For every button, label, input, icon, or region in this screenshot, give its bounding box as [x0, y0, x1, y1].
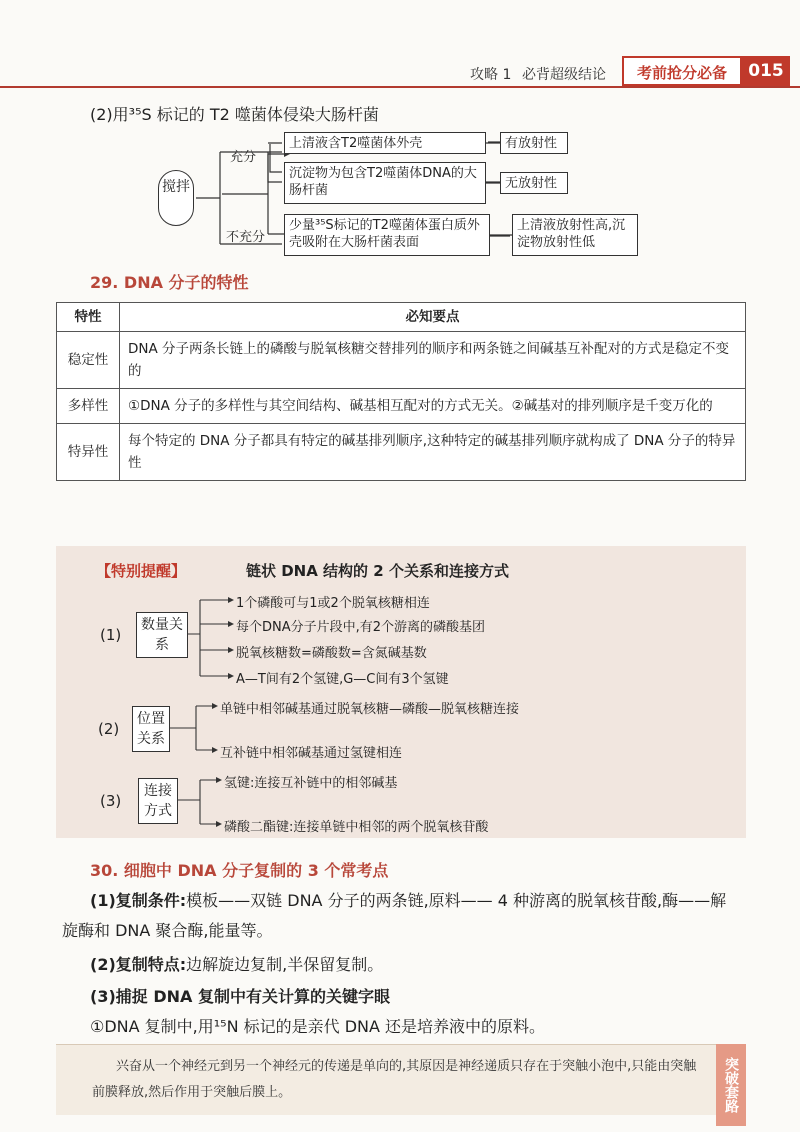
- p2-text: 边解旋边复制,半保留复制。: [186, 955, 384, 974]
- section-30-p1: [62, 886, 742, 946]
- page-number: 015: [742, 56, 790, 86]
- section-30-number: 30.: [90, 861, 119, 880]
- partial-result: 上清液放射性高,沉淀物放射性低: [512, 214, 638, 256]
- full-label: 充分: [230, 150, 257, 165]
- group-1-item-4: A—T间有2个氢键,G—C间有3个氢键: [236, 672, 449, 687]
- header-title: 必背超级结论: [522, 67, 606, 83]
- group-3-num: (3): [100, 792, 122, 810]
- tip-note-text: 兴奋从一个神经元到另一个神经元的传递是单向的,其原因是神经递质只存在于突触小泡中,只能由突触前膜释放,然后作用于突触后膜上。: [92, 1059, 697, 1100]
- group-2-item-2: 互补链中相邻碱基通过氢键相连: [220, 746, 403, 761]
- group-1-label: 数量关系: [136, 612, 188, 658]
- property-cell: 特异性: [57, 424, 120, 481]
- full-result-2: 无放射性: [500, 172, 568, 194]
- header-property: 特性: [57, 303, 120, 332]
- full-box-2: 沉淀物为包含T2噬菌体DNA的大肠杆菌: [284, 162, 486, 204]
- points-cell: DNA 分子两条长链上的磷酸与脱氧核糖交替排列的顺序和两条链之间碱基互补配对的方式是稳定不变的: [120, 332, 746, 389]
- p1-label: (1)复制条件:: [90, 891, 187, 910]
- section-30-p2: [90, 952, 383, 975]
- experiment-heading: (2)用³⁵S 标记的 T2 噬菌体侵染大肠杆菌: [90, 105, 379, 124]
- group-1-item-1: 1个磷酸可与1或2个脱氧核糖相连: [236, 596, 430, 611]
- group-2-label: 位置关系: [132, 706, 170, 752]
- full-result-1: 有放射性: [500, 132, 568, 154]
- p1-text: 模板——双链 DNA 分子的两条链,原料—— 4 种游离的脱氧核苷酸,酶——解旋酶和 DNA 聚合酶,能量等。: [62, 891, 727, 940]
- points-cell: 每个特定的 DNA 分子都具有特定的碱基排列顺序,这种特定的碱基排列顺序就构成了 DNA 分子的特异性: [120, 424, 746, 481]
- section-29-number: 29.: [90, 273, 119, 292]
- group-1-num: (1): [100, 626, 122, 644]
- partial-box: 少量³⁵S标记的T2噬菌体蛋白质外壳吸附在大肠杆菌表面: [284, 214, 490, 256]
- section-30-p4: ①DNA 复制中,用¹⁵N 标记的是亲代 DNA 还是培养液中的原料。: [90, 1017, 546, 1036]
- header-section: 攻略 1: [470, 67, 512, 83]
- group-2-item-1: 单链中相邻碱基通过脱氧核糖—磷酸—脱氧核糖连接: [220, 702, 520, 717]
- stir-node: 搅拌: [158, 170, 194, 226]
- group-3-label: 连接方式: [138, 778, 178, 824]
- partial-label: 不充分: [226, 230, 266, 245]
- section-30-heading: 细胞中 DNA 分子复制的 3 个常考点: [123, 861, 389, 880]
- group-2-num: (2): [98, 720, 120, 738]
- header-points: 必知要点: [120, 303, 746, 332]
- group-1-item-2: 每个DNA分子片段中,有2个游离的磷酸基团: [236, 620, 486, 635]
- p2-label: (2)复制特点:: [90, 955, 187, 974]
- property-cell: 多样性: [57, 389, 120, 424]
- reminder-title: 链状 DNA 结构的 2 个关系和连接方式: [246, 562, 509, 580]
- reminder-tag: 【特别提醒】: [96, 562, 187, 580]
- group-3-item-2: 磷酸二酯键:连接单链中相邻的两个脱氧核苷酸: [224, 820, 489, 835]
- header-tab: 考前抢分必备: [622, 56, 742, 86]
- group-1-item-3: 脱氧核糖数=磷酸数=含氮碱基数: [236, 646, 427, 661]
- points-cell: ①DNA 分子的多样性与其空间结构、碱基相互配对的方式无关。②碱基对的排列顺序是千变万化的: [120, 389, 746, 424]
- group-3-item-1: 氢键:连接互补链中的相邻碱基: [224, 776, 398, 791]
- section-30-title: [90, 858, 388, 881]
- section-29-heading: DNA 分子的特性: [123, 273, 249, 292]
- side-tab: 突破套路: [716, 1044, 746, 1126]
- section-30-p3: (3)捕捉 DNA 复制中有关计算的关键字眼: [90, 987, 390, 1006]
- property-cell: 稳定性: [57, 332, 120, 389]
- full-box-1: 上清液含T2噬菌体外壳: [284, 132, 486, 154]
